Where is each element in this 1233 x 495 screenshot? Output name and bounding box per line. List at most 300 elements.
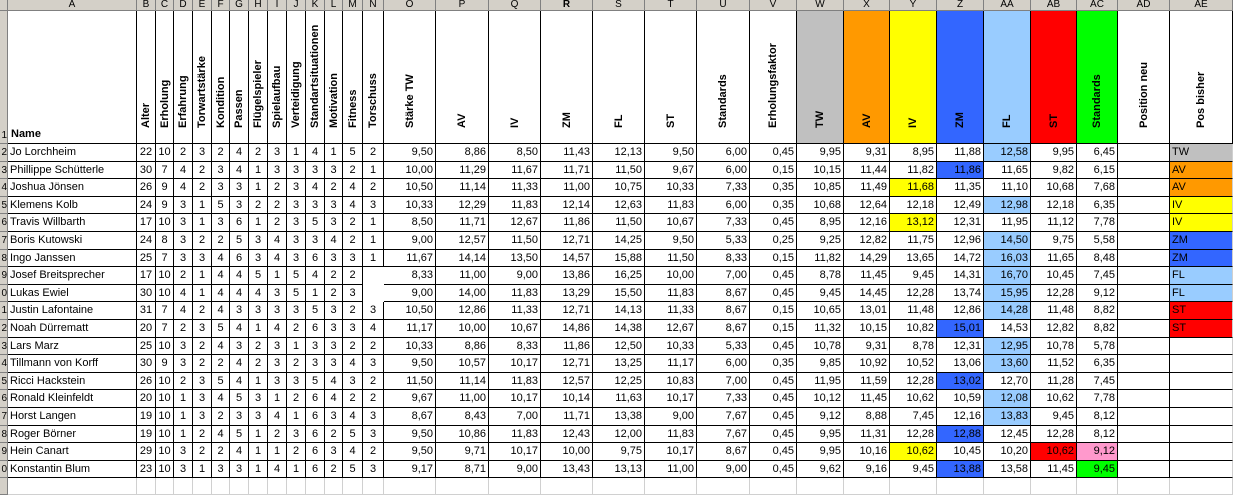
strength-cell[interactable]: 8,50 — [384, 214, 436, 232]
strength-cell[interactable]: 11,33 — [489, 302, 541, 320]
strength-cell[interactable]: 10,33 — [645, 338, 697, 356]
column-header-ac[interactable]: AC — [1077, 0, 1118, 11]
attr-cell[interactable]: 3 — [268, 355, 287, 373]
strength-cell[interactable]: 11,83 — [645, 285, 697, 303]
empty-cell[interactable] — [137, 478, 156, 495]
attr-cell[interactable]: 3 — [306, 232, 325, 250]
attr-cell[interactable]: 4 — [230, 267, 249, 285]
empty-cell[interactable] — [844, 478, 890, 495]
column-header-k[interactable]: K — [306, 0, 325, 11]
attr-cell[interactable]: 4 — [174, 179, 193, 197]
pos-bisher-cell[interactable]: IV — [1170, 214, 1233, 232]
empty-cell[interactable] — [268, 478, 287, 495]
strength-cell[interactable]: 0,15 — [750, 320, 797, 338]
colored-cell[interactable]: 11,32 — [797, 320, 844, 338]
attr-cell[interactable]: 5 — [230, 232, 249, 250]
attr-cell[interactable]: 3 — [363, 197, 384, 215]
attr-cell[interactable]: 2 — [325, 285, 343, 303]
attr-cell[interactable]: 6 — [306, 408, 325, 426]
pos-bisher-cell[interactable]: IV — [1170, 197, 1233, 215]
strength-cell[interactable]: 10,14 — [541, 390, 593, 408]
colored-cell[interactable]: 12,64 — [844, 197, 890, 215]
strength-cell[interactable]: 11,83 — [645, 426, 697, 444]
attr-cell[interactable]: 2 — [363, 390, 384, 408]
colored-cell[interactable]: 6,35 — [1077, 355, 1118, 373]
attr-cell[interactable]: 30 — [137, 285, 156, 303]
pos-bisher-cell[interactable]: ZM — [1170, 250, 1233, 268]
attr-cell[interactable]: 5 — [212, 320, 230, 338]
colored-cell[interactable]: 10,45 — [937, 443, 984, 461]
strength-cell[interactable]: 10,00 — [541, 443, 593, 461]
colored-cell[interactable]: 9,12 — [797, 408, 844, 426]
strength-cell[interactable]: 9,67 — [645, 162, 697, 180]
attr-cell[interactable]: 2 — [193, 162, 212, 180]
attr-cell[interactable]: 5 — [212, 373, 230, 391]
strength-cell[interactable]: 11,71 — [541, 408, 593, 426]
strength-cell[interactable]: 7,33 — [697, 390, 750, 408]
strength-cell[interactable]: 8,86 — [436, 338, 489, 356]
colored-cell[interactable]: 9,95 — [797, 144, 844, 162]
attr-cell[interactable]: 2 — [363, 144, 384, 162]
colored-cell[interactable]: 9,12 — [1077, 443, 1118, 461]
strength-cell[interactable]: 6,00 — [697, 144, 750, 162]
attr-cell[interactable]: 3 — [287, 426, 306, 444]
row-header-3[interactable]: 3 — [0, 162, 8, 180]
strength-cell[interactable]: 11,14 — [436, 373, 489, 391]
strength-cell[interactable]: 9,00 — [384, 232, 436, 250]
strength-cell[interactable]: 7,00 — [697, 267, 750, 285]
strength-cell[interactable]: 0,45 — [750, 373, 797, 391]
player-name[interactable]: Justin Lafontaine — [8, 302, 137, 320]
colored-cell[interactable]: 13,74 — [937, 285, 984, 303]
colored-cell[interactable]: 14,28 — [984, 302, 1031, 320]
position-neu-cell[interactable] — [1118, 144, 1170, 162]
attr-cell[interactable]: 4 — [230, 320, 249, 338]
strength-cell[interactable]: 9,50 — [384, 426, 436, 444]
attr-cell[interactable]: 3 — [268, 373, 287, 391]
attr-cell[interactable]: 2 — [363, 179, 384, 197]
strength-cell[interactable]: 8,67 — [697, 302, 750, 320]
attr-cell[interactable]: 2 — [193, 443, 212, 461]
attr-cell[interactable]: 17 — [137, 214, 156, 232]
attr-cell[interactable]: 3 — [249, 390, 268, 408]
attr-cell[interactable]: 2 — [343, 214, 363, 232]
attr-cell[interactable]: 7 — [156, 320, 174, 338]
attr-cell[interactable]: 1 — [363, 162, 384, 180]
colored-cell[interactable]: 8,95 — [797, 214, 844, 232]
colored-cell[interactable]: 10,15 — [797, 162, 844, 180]
attr-cell[interactable]: 3 — [325, 355, 343, 373]
attr-cell[interactable]: 3 — [193, 144, 212, 162]
attr-cell[interactable]: 2 — [287, 320, 306, 338]
strength-cell[interactable]: 10,17 — [645, 390, 697, 408]
strength-cell[interactable]: 11,86 — [541, 214, 593, 232]
strength-cell[interactable]: 13,13 — [593, 461, 645, 479]
empty-cell[interactable] — [287, 478, 306, 495]
colored-cell[interactable]: 11,95 — [797, 373, 844, 391]
pos-bisher-cell[interactable]: FL — [1170, 267, 1233, 285]
strength-cell[interactable]: 6,00 — [697, 197, 750, 215]
strength-cell[interactable]: 10,00 — [384, 162, 436, 180]
attr-cell[interactable]: 6 — [230, 250, 249, 268]
row-header-18[interactable]: 8 — [0, 426, 8, 444]
colored-cell[interactable]: 10,15 — [844, 320, 890, 338]
colored-cell[interactable]: 6,35 — [1077, 197, 1118, 215]
colored-cell[interactable]: 12,18 — [1031, 197, 1077, 215]
strength-cell[interactable]: 8,67 — [697, 320, 750, 338]
strength-cell[interactable]: 16,25 — [593, 267, 645, 285]
row-header-20[interactable]: 0 — [0, 461, 8, 479]
strength-cell[interactable]: 7,33 — [697, 179, 750, 197]
position-neu-cell[interactable] — [1118, 338, 1170, 356]
attr-cell[interactable]: 3 — [174, 338, 193, 356]
attr-cell[interactable]: 2 — [268, 197, 287, 215]
attr-cell[interactable]: 6 — [306, 443, 325, 461]
empty-cell[interactable] — [363, 478, 384, 495]
colored-cell[interactable]: 6,15 — [1077, 162, 1118, 180]
row-header-16[interactable]: 6 — [0, 390, 8, 408]
strength-cell[interactable]: 9,17 — [384, 461, 436, 479]
attr-cell[interactable]: 4 — [363, 320, 384, 338]
attr-cell[interactable]: 4 — [230, 162, 249, 180]
attr-cell[interactable]: 3 — [287, 162, 306, 180]
attr-cell[interactable]: 3 — [343, 320, 363, 338]
empty-cell[interactable] — [212, 478, 230, 495]
attr-cell[interactable]: 2 — [363, 338, 384, 356]
colored-cell[interactable]: 15,01 — [937, 320, 984, 338]
column-header-t[interactable]: T — [645, 0, 697, 11]
attr-cell[interactable]: 2 — [174, 373, 193, 391]
strength-cell[interactable]: 7,00 — [697, 373, 750, 391]
attr-cell[interactable]: 4 — [268, 408, 287, 426]
attr-cell[interactable]: 2 — [325, 461, 343, 479]
position-neu-cell[interactable] — [1118, 267, 1170, 285]
colored-cell[interactable]: 13,06 — [937, 355, 984, 373]
strength-cell[interactable]: 13,25 — [593, 355, 645, 373]
select-all-corner[interactable] — [0, 0, 8, 11]
position-neu-cell[interactable] — [1118, 408, 1170, 426]
colored-cell[interactable]: 16,03 — [984, 250, 1031, 268]
attr-cell[interactable]: 3 — [325, 338, 343, 356]
row-header-7[interactable]: 7 — [0, 232, 8, 250]
attr-cell[interactable]: 3 — [306, 162, 325, 180]
strength-cell[interactable]: 11,00 — [541, 179, 593, 197]
empty-cell[interactable] — [541, 478, 593, 495]
colored-cell[interactable]: 13,65 — [890, 250, 937, 268]
colored-cell[interactable]: 5,58 — [1077, 232, 1118, 250]
row-header-17[interactable]: 7 — [0, 408, 8, 426]
attr-cell[interactable]: 1 — [287, 144, 306, 162]
colored-cell[interactable]: 12,82 — [844, 232, 890, 250]
empty-cell[interactable] — [1170, 478, 1233, 495]
colored-cell[interactable]: 9,25 — [797, 232, 844, 250]
player-name[interactable]: Lars Marz — [8, 338, 137, 356]
strength-cell[interactable]: 8,43 — [436, 408, 489, 426]
pos-bisher-cell[interactable]: AV — [1170, 179, 1233, 197]
strength-cell[interactable]: 0,45 — [750, 443, 797, 461]
attr-cell[interactable]: 4 — [306, 267, 325, 285]
attr-cell[interactable]: 5 — [306, 302, 325, 320]
colored-cell[interactable]: 7,45 — [1077, 267, 1118, 285]
attr-cell[interactable]: 4 — [212, 267, 230, 285]
strength-cell[interactable]: 11,63 — [593, 390, 645, 408]
strength-cell[interactable]: 9,50 — [384, 355, 436, 373]
strength-cell[interactable]: 12,29 — [436, 197, 489, 215]
attr-cell[interactable]: 1 — [249, 426, 268, 444]
strength-cell[interactable]: 13,29 — [541, 285, 593, 303]
column-header-b[interactable]: B — [137, 0, 156, 11]
strength-cell[interactable]: 11,50 — [593, 214, 645, 232]
player-name[interactable]: Roger Börner — [8, 426, 137, 444]
colored-cell[interactable]: 11,88 — [937, 144, 984, 162]
attr-cell[interactable]: 17 — [137, 267, 156, 285]
colored-cell[interactable]: 11,45 — [1031, 461, 1077, 479]
attr-cell[interactable]: 3 — [363, 426, 384, 444]
colored-cell[interactable]: 16,70 — [984, 267, 1031, 285]
attr-cell[interactable]: 19 — [137, 408, 156, 426]
attr-cell[interactable]: 2 — [249, 144, 268, 162]
attr-cell[interactable]: 6 — [306, 426, 325, 444]
attr-cell[interactable]: 1 — [193, 285, 212, 303]
strength-cell[interactable]: 13,38 — [593, 408, 645, 426]
attr-cell[interactable]: 4 — [230, 355, 249, 373]
attr-cell[interactable]: 3 — [230, 461, 249, 479]
position-neu-cell[interactable] — [1118, 320, 1170, 338]
attr-cell[interactable]: 3 — [230, 408, 249, 426]
attr-cell[interactable]: 2 — [343, 267, 363, 285]
attr-cell[interactable]: 4 — [174, 302, 193, 320]
attr-cell[interactable]: 3 — [230, 197, 249, 215]
strength-cell[interactable]: 12,71 — [541, 355, 593, 373]
column-header-w[interactable]: W — [797, 0, 844, 11]
attr-cell[interactable]: 3 — [287, 197, 306, 215]
empty-cell[interactable] — [1031, 478, 1077, 495]
attr-cell[interactable]: 3 — [325, 250, 343, 268]
strength-cell[interactable]: 11,17 — [645, 355, 697, 373]
attr-cell[interactable]: 4 — [325, 373, 343, 391]
position-neu-cell[interactable] — [1118, 179, 1170, 197]
column-header-s[interactable]: S — [593, 0, 645, 11]
column-header-ab[interactable]: AB — [1031, 0, 1077, 11]
empty-cell[interactable] — [343, 478, 363, 495]
attr-cell[interactable]: 3 — [287, 179, 306, 197]
strength-cell[interactable]: 7,67 — [697, 426, 750, 444]
player-name[interactable]: Klemens Kolb — [8, 197, 137, 215]
attr-cell[interactable]: 4 — [306, 144, 325, 162]
attr-cell[interactable]: 2 — [212, 232, 230, 250]
column-header-x[interactable]: X — [844, 0, 890, 11]
attr-cell[interactable]: 2 — [193, 338, 212, 356]
column-header-d[interactable]: D — [174, 0, 193, 11]
position-neu-cell[interactable] — [1118, 232, 1170, 250]
player-name[interactable]: Boris Kutowski — [8, 232, 137, 250]
colored-cell[interactable]: 10,92 — [844, 355, 890, 373]
strength-cell[interactable]: 11,50 — [593, 162, 645, 180]
colored-cell[interactable]: 5,78 — [1077, 338, 1118, 356]
attr-cell[interactable]: 2 — [193, 179, 212, 197]
strength-cell[interactable]: 9,00 — [384, 285, 436, 303]
attr-cell[interactable]: 4 — [268, 320, 287, 338]
strength-cell[interactable]: 9,67 — [384, 390, 436, 408]
empty-cell[interactable] — [8, 478, 137, 495]
colored-cell[interactable]: 9,95 — [797, 443, 844, 461]
empty-cell[interactable] — [750, 478, 797, 495]
attr-cell[interactable]: 6 — [306, 390, 325, 408]
strength-cell[interactable]: 10,50 — [384, 302, 436, 320]
attr-cell[interactable]: 3 — [287, 373, 306, 391]
colored-cell[interactable]: 10,68 — [797, 197, 844, 215]
strength-cell[interactable]: 0,45 — [750, 426, 797, 444]
attr-cell[interactable]: 20 — [137, 320, 156, 338]
empty-cell[interactable] — [384, 478, 436, 495]
strength-cell[interactable]: 8,33 — [697, 250, 750, 268]
position-neu-cell[interactable] — [1118, 461, 1170, 479]
attr-cell[interactable]: 3 — [174, 232, 193, 250]
strength-cell[interactable]: 5,33 — [697, 232, 750, 250]
strength-cell[interactable]: 9,50 — [645, 232, 697, 250]
strength-cell[interactable]: 10,57 — [436, 355, 489, 373]
strength-cell[interactable]: 10,50 — [384, 179, 436, 197]
attr-cell[interactable]: 3 — [306, 197, 325, 215]
colored-cell[interactable]: 11,49 — [844, 179, 890, 197]
colored-cell[interactable]: 11,31 — [844, 426, 890, 444]
empty-cell[interactable] — [306, 478, 325, 495]
column-header-o[interactable]: O — [384, 0, 436, 11]
colored-cell[interactable]: 9,95 — [1031, 144, 1077, 162]
attr-cell[interactable]: 2 — [363, 443, 384, 461]
strength-cell[interactable]: 13,50 — [489, 250, 541, 268]
strength-cell[interactable]: 10,00 — [645, 267, 697, 285]
attr-cell[interactable]: 4 — [212, 285, 230, 303]
colored-cell[interactable]: 13,01 — [844, 302, 890, 320]
attr-cell[interactable]: 22 — [137, 144, 156, 162]
attr-cell[interactable]: 26 — [137, 179, 156, 197]
attr-cell[interactable]: 2 — [193, 302, 212, 320]
attr-cell[interactable]: 4 — [325, 390, 343, 408]
strength-cell[interactable]: 10,67 — [489, 320, 541, 338]
attr-cell[interactable]: 1 — [268, 443, 287, 461]
attr-cell[interactable]: 2 — [193, 355, 212, 373]
attr-cell[interactable]: 3 — [230, 179, 249, 197]
strength-cell[interactable]: 10,17 — [489, 390, 541, 408]
attr-cell[interactable]: 2 — [343, 390, 363, 408]
row-header-2[interactable]: 2 — [0, 144, 8, 162]
colored-cell[interactable]: 12,96 — [937, 232, 984, 250]
row-header-9[interactable]: 9 — [0, 267, 8, 285]
strength-cell[interactable]: 11,14 — [436, 179, 489, 197]
attr-cell[interactable]: 1 — [287, 408, 306, 426]
attr-cell[interactable]: 10 — [156, 443, 174, 461]
colored-cell[interactable]: 13,58 — [984, 461, 1031, 479]
row-header-10[interactable]: 0 — [0, 285, 8, 303]
strength-cell[interactable]: 11,17 — [384, 320, 436, 338]
strength-cell[interactable]: 11,83 — [489, 285, 541, 303]
colored-cell[interactable]: 10,59 — [937, 390, 984, 408]
attr-cell[interactable]: 1 — [287, 338, 306, 356]
attr-cell[interactable]: 2 — [343, 232, 363, 250]
attr-cell[interactable]: 1 — [268, 267, 287, 285]
attr-cell[interactable]: 3 — [287, 214, 306, 232]
colored-cell[interactable]: 12,58 — [984, 144, 1031, 162]
strength-cell[interactable]: 10,00 — [436, 320, 489, 338]
strength-cell[interactable]: 0,45 — [750, 285, 797, 303]
strength-cell[interactable]: 11,00 — [436, 390, 489, 408]
strength-cell[interactable]: 0,45 — [750, 144, 797, 162]
attr-cell[interactable]: 3 — [325, 214, 343, 232]
position-neu-cell[interactable] — [1118, 197, 1170, 215]
attr-cell[interactable]: 7 — [156, 162, 174, 180]
player-name[interactable]: Ricci Hackstein — [8, 373, 137, 391]
strength-cell[interactable]: 0,45 — [750, 338, 797, 356]
attr-cell[interactable]: 4 — [174, 285, 193, 303]
position-neu-cell[interactable] — [1118, 426, 1170, 444]
colored-cell[interactable]: 9,16 — [844, 461, 890, 479]
attr-cell[interactable]: 2 — [212, 408, 230, 426]
attr-cell[interactable]: 1 — [287, 461, 306, 479]
column-header-ae[interactable]: AE — [1170, 0, 1233, 11]
colored-cell[interactable]: 14,31 — [937, 267, 984, 285]
attr-cell[interactable]: 4 — [230, 443, 249, 461]
attr-cell[interactable]: 2 — [363, 373, 384, 391]
empty-cell[interactable] — [645, 478, 697, 495]
attr-cell[interactable]: 6 — [306, 250, 325, 268]
colored-cell[interactable]: 12,86 — [937, 302, 984, 320]
colored-cell[interactable]: 10,65 — [797, 302, 844, 320]
strength-cell[interactable]: 12,57 — [541, 373, 593, 391]
attr-cell[interactable]: 3 — [325, 320, 343, 338]
empty-cell[interactable] — [230, 478, 249, 495]
column-header-g[interactable]: G — [230, 0, 249, 11]
attr-cell[interactable]: 1 — [363, 214, 384, 232]
colored-cell[interactable]: 12,31 — [937, 338, 984, 356]
colored-cell[interactable]: 12,28 — [890, 373, 937, 391]
attr-cell[interactable]: 10 — [156, 408, 174, 426]
empty-cell[interactable] — [890, 478, 937, 495]
row-header-13[interactable]: 3 — [0, 338, 8, 356]
strength-cell[interactable]: 12,50 — [593, 338, 645, 356]
colored-cell[interactable]: 11,48 — [1031, 302, 1077, 320]
attr-cell[interactable]: 4 — [230, 144, 249, 162]
colored-cell[interactable]: 6,45 — [1077, 144, 1118, 162]
attr-cell[interactable]: 3 — [193, 373, 212, 391]
colored-cell[interactable]: 12,98 — [984, 197, 1031, 215]
attr-cell[interactable]: 3 — [325, 197, 343, 215]
row-header-5[interactable]: 5 — [0, 197, 8, 215]
attr-cell[interactable]: 2 — [249, 355, 268, 373]
strength-cell[interactable]: 11,83 — [645, 197, 697, 215]
attr-cell[interactable]: 3 — [287, 232, 306, 250]
player-name[interactable]: Ronald Kleinfeldt — [8, 390, 137, 408]
attr-cell[interactable]: 4 — [268, 250, 287, 268]
pos-bisher-cell[interactable]: TW — [1170, 144, 1233, 162]
attr-cell[interactable]: 3 — [174, 443, 193, 461]
colored-cell[interactable]: 11,65 — [984, 162, 1031, 180]
attr-cell[interactable]: 2 — [249, 338, 268, 356]
attr-cell[interactable]: 31 — [137, 302, 156, 320]
attr-cell[interactable]: 1 — [306, 285, 325, 303]
attr-cell[interactable]: 6 — [306, 461, 325, 479]
row-header-4[interactable]: 4 — [0, 179, 8, 197]
attr-cell[interactable]: 3 — [363, 408, 384, 426]
position-neu-cell[interactable] — [1118, 443, 1170, 461]
strength-cell[interactable]: 11,00 — [436, 267, 489, 285]
strength-cell[interactable]: 12,71 — [541, 302, 593, 320]
column-header-r[interactable]: R — [541, 0, 593, 11]
column-header-h[interactable]: H — [249, 0, 268, 11]
attr-cell[interactable]: 1 — [363, 250, 384, 268]
strength-cell[interactable]: 14,14 — [436, 250, 489, 268]
attr-cell[interactable]: 26 — [137, 373, 156, 391]
